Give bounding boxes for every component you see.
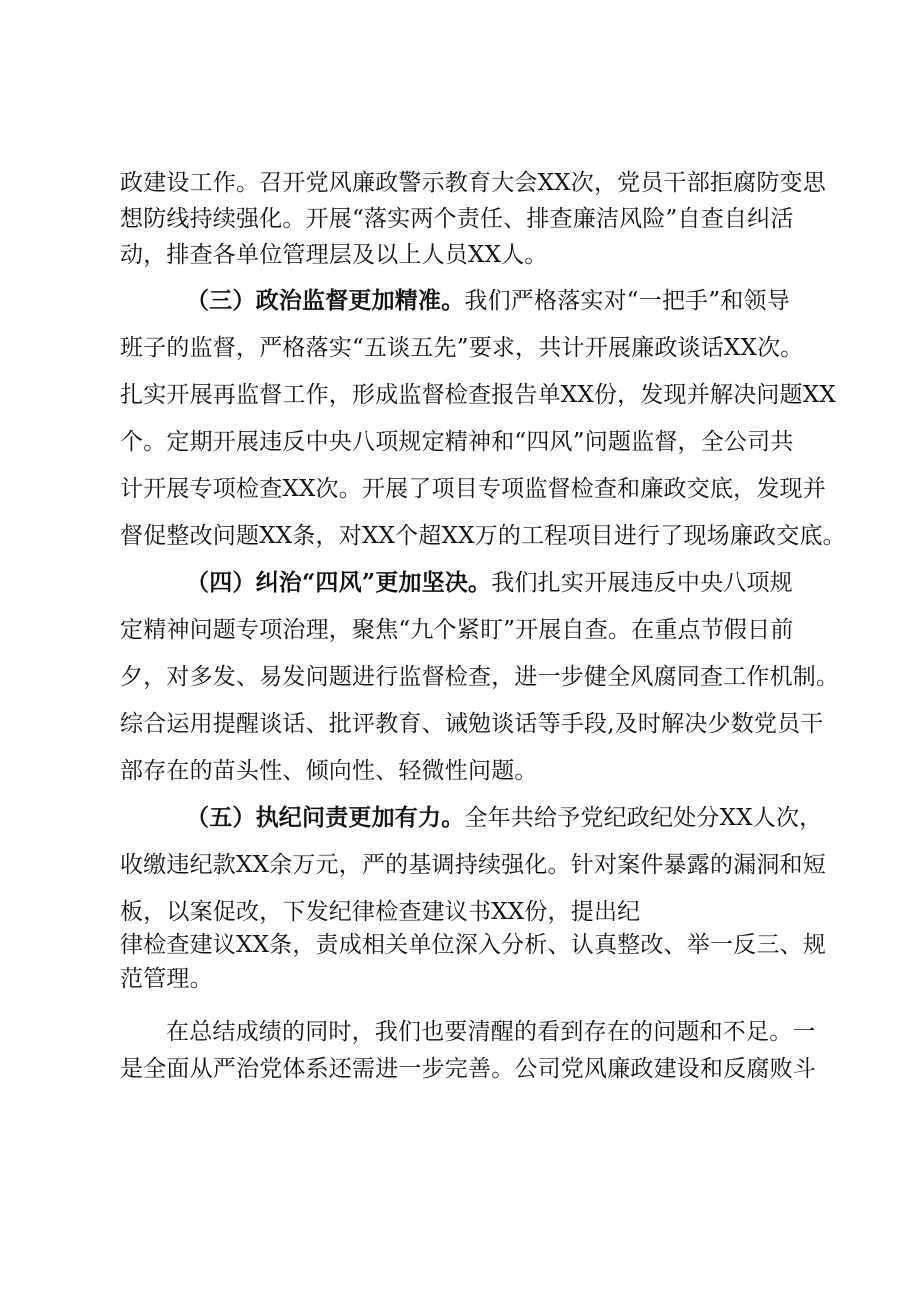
section-five-text: 全年共给予党纪政纪处分XX人次， bbox=[464, 805, 823, 831]
body-line: 收缴违纪款XX余万元，严的基调持续强化。针对案件暴露的漏洞和短 bbox=[120, 852, 826, 878]
body-line: 扎实开展再监督工作，形成监督检查报告单XX份，发现并解决问题XX bbox=[120, 382, 836, 408]
body-line: 班子的监督，严格落实“五谈五先”要求，共计开展廉政谈话XX次。 bbox=[120, 335, 804, 361]
body-line: 计开展专项检查XX次。开展了项目专项监督检查和廉政交底，发现并 bbox=[120, 476, 826, 502]
section-four-heading: （四）纠治“四风”更加坚决。 bbox=[186, 569, 492, 596]
section-four-line bbox=[186, 568, 793, 598]
body-line: 律检查建议XX条，责成相关单位深入分析、认真整改、举一反三、规 bbox=[120, 932, 826, 958]
body-line: 个。定期开展违反中央八项规定精神和“四风”问题监督，全公司共 bbox=[120, 429, 794, 455]
section-five-line bbox=[186, 803, 822, 833]
section-five-heading: （五）执纪问责更加有力。 bbox=[186, 804, 465, 831]
body-line: 范管理。 bbox=[120, 966, 213, 992]
body-line: 督促整改问题XX条，对XX个超XX万的工程项目进行了现场廉政交底。 bbox=[120, 523, 846, 549]
body-line: 部存在的苗头性、倾向性、轻微性问题。 bbox=[120, 758, 538, 784]
body-line: 夕，对多发、易发问题进行监督检查，进一步健全风腐同查工作机制。 bbox=[120, 664, 840, 690]
body-line: 定精神问题专项治理，聚焦“九个紧盯”开展自查。在重点节假日前 bbox=[120, 617, 794, 643]
section-three-heading: （三）政治监督更加精准。 bbox=[186, 287, 465, 314]
body-line: 政建设工作。召开党风廉政警示教育大会XX次，党员干部拒腐防变思 bbox=[120, 170, 826, 196]
section-three-text: 我们严格落实对“一把手”和领导 bbox=[464, 288, 790, 314]
body-line: 综合运用提醒谈话、批评教育、诫勉谈话等手段,及时解决少数党员干 bbox=[120, 711, 824, 737]
body-line: 动，排查各单位管理层及以上人员XX人。 bbox=[120, 242, 548, 268]
body-line: 想防线持续强化。开展“落实两个责任、排查廉洁风险”自查自纠活 bbox=[120, 206, 794, 232]
section-three-line bbox=[186, 286, 790, 316]
body-line: 板，以案促改，下发纪律检查建议书XX份，提出纪 bbox=[120, 899, 641, 925]
section-four-text: 我们扎实开展违反中央八项规 bbox=[491, 570, 793, 596]
paragraph-first-line: 在总结成绩的同时，我们也要清醒的看到存在的问题和不足。一 bbox=[166, 1019, 816, 1045]
body-line: 是全面从严治党体系还需进一步完善。公司党风廉政建设和反腐败斗 bbox=[120, 1056, 816, 1082]
